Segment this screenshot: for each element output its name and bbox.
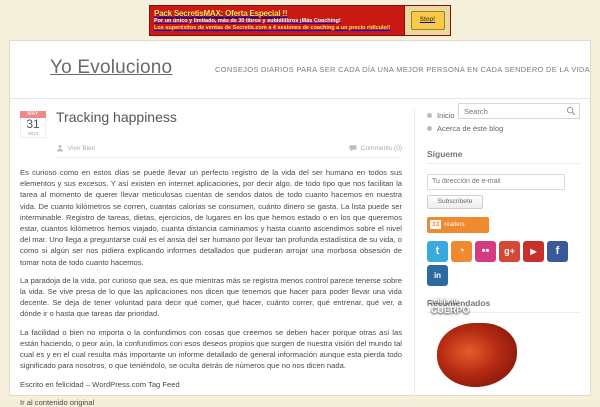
post-paragraph: La facilidad o bien no importa o la confundimos con cosas que creemos se deben hacer porque otras así las están haciendo, o peor aún, la confundimos con esos deseos propios que surgen de nuestra visión del mundo tal cual es y en el cual resulta más importante un informe detallado de general información aunque esta pierda todo significado para nosotros, o que teniéndolo, se oculta detrás de números que no nos dicen nada. xyxy=(20,327,402,371)
feed-readers-label: readers xyxy=(444,221,465,228)
ad-title: Pack SecretisMAX: Oferta Especial !! xyxy=(154,8,288,18)
site-tagline: CONSEJOS DIARIOS PARA SER CADA DÍA UNA MEJOR PERSONA EN CADA SENDERO DE LA VIDA xyxy=(215,65,590,74)
top-ad-strip xyxy=(0,0,600,37)
ad-subtitle-1: Por un único y limitado, más de 30 libros y subidilibros ¡Más Coaching! xyxy=(154,17,341,24)
content-columns xyxy=(10,99,590,407)
search-icon[interactable] xyxy=(565,106,576,117)
post-body xyxy=(20,167,402,371)
main-content xyxy=(20,109,415,407)
recommended-heading: Recomendados xyxy=(427,298,580,313)
post-date-month: MAY xyxy=(20,111,46,118)
youtube-icon[interactable]: ▶ xyxy=(523,241,544,262)
sidebar xyxy=(415,109,580,407)
feed-readers-count: 33 xyxy=(432,221,440,228)
twitter-icon[interactable]: t xyxy=(427,241,448,262)
ad-badge-area xyxy=(404,6,450,35)
flickr-icon[interactable]: •• xyxy=(475,241,496,262)
post-date-badge xyxy=(20,111,46,138)
post-title[interactable]: Tracking happiness xyxy=(56,109,177,125)
linkedin-icon[interactable]: in xyxy=(427,265,448,286)
post-comments-meta[interactable] xyxy=(349,144,402,152)
post-meta xyxy=(56,144,402,158)
ad-badge: Stop! xyxy=(411,11,445,30)
ad-text-block xyxy=(150,6,404,35)
site-header xyxy=(10,41,590,99)
search-input[interactable] xyxy=(462,106,565,117)
search-row xyxy=(458,103,580,119)
user-icon xyxy=(56,144,64,152)
post-author-name: Vivir Bien xyxy=(68,144,96,152)
follow-heading: Sígueme xyxy=(427,149,580,164)
post-paragraph: La paradoja de la vida, por curioso que sea, es que mientras más se registra menos control parece tenerse sobre la vida. Se vive presa de lo que las aplicaciones nos dicen que tenemos que hacer para poder llevar una vida decente. Se deja de tener voluntad para decir qué comer, qué hacer, cuánto correr, qué entrenar, qué ver, a dónde ir o hasta que tareas dar prioridad. xyxy=(20,275,402,319)
follow-widget xyxy=(427,149,580,286)
recommended-widget xyxy=(427,298,580,313)
post-date-day: 31 xyxy=(20,118,46,131)
post-paragraph: Es curioso como en estos días se puede llevar un perfecto registro de la vida del ser humano en todos sus elementos y sus excesos. Y así existen en internet aplicaciones, por decir algo, de todo tipo que nos facilitan la tarea al momento de querer llevar meticulosas cuentas de sendos datos de todo cuanto hacemos en nuestra vida. De cuanto kilómetros se corren, cuantas calorías se consumen, cuánto dinero se gasta. La lista puede ser interminable. Registro de tareas, dietas, ejercicios, de lugares en los que hemos estado o en los que queremos estar, cuantos kilómetros hemos viajado, cuanta distancia caminamos y hasta cuanto ascendimos sobre el nivel del mar. Uno llega a preguntarse cuál es el ansia del ser humano por llevar tan profunda estadística de su vida, o como si algún ser nos pidiera explicando informes detallados que pudieran arrojar una morbosa obsesión de tomar nota de todo cuanto hacemos. xyxy=(20,168,402,267)
comment-bubble-icon xyxy=(349,144,357,152)
post-comments-count: Comments (0) xyxy=(360,144,402,152)
sidebar-item-label: Inicio xyxy=(437,111,455,120)
read-original-link[interactable]: Ir al contenido original xyxy=(20,398,95,407)
ad-subtitle-2: Los superéxitos de ventas de Secretis.com a 4 sesiones de coaching a un precio ridículo!! xyxy=(154,24,391,31)
site-card xyxy=(9,40,591,407)
site-title[interactable]: Yo Evoluciono xyxy=(50,57,173,78)
google-plus-icon[interactable]: g+ xyxy=(499,241,520,262)
sidebar-item-acerca[interactable] xyxy=(427,122,580,135)
sidebar-item-label: Acerca de éste blog xyxy=(437,124,504,133)
feed-readers-badge[interactable] xyxy=(427,217,489,233)
post-author-meta[interactable] xyxy=(56,144,95,152)
post-source-line: Escrito en felicidad – WordPress.com Tag Feed xyxy=(20,380,180,390)
bullet-icon xyxy=(427,126,432,131)
ad-banner[interactable] xyxy=(149,5,451,36)
post-header xyxy=(20,109,402,138)
email-field[interactable] xyxy=(427,174,565,190)
bullet-icon xyxy=(427,113,432,118)
search-box[interactable] xyxy=(458,103,580,119)
rss-icon[interactable]: ◔ xyxy=(451,241,472,262)
subscribe-button[interactable]: Subscríbete xyxy=(427,195,483,209)
facebook-icon[interactable]: f xyxy=(547,241,568,262)
social-links xyxy=(427,241,580,286)
post-date-year: 2013 xyxy=(20,131,46,138)
